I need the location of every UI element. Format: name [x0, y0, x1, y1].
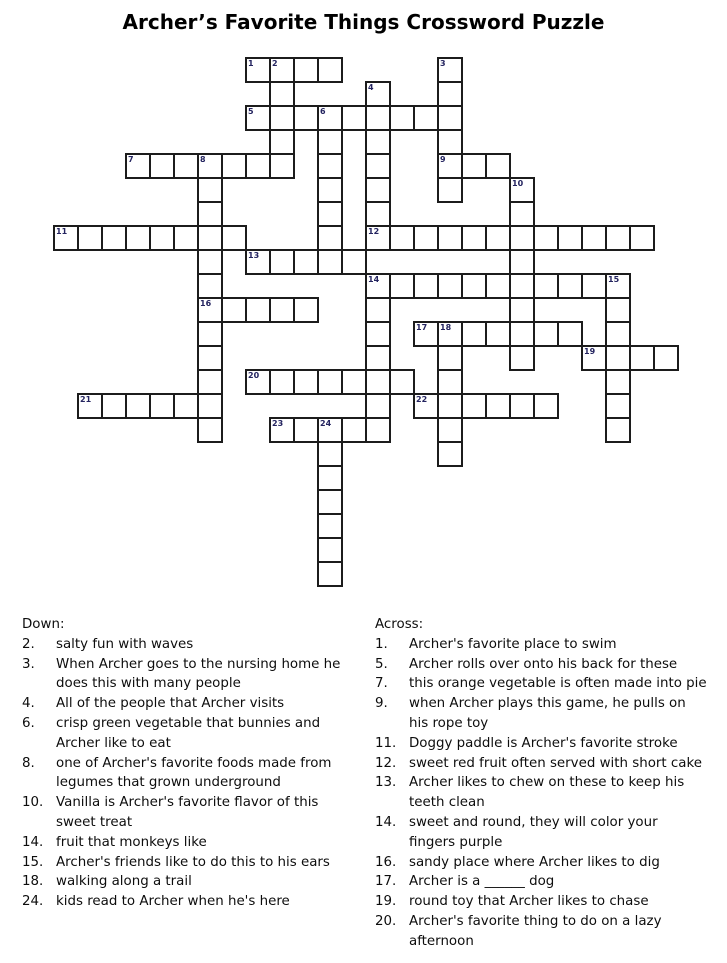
grid-cell[interactable]	[221, 297, 247, 323]
grid-cell[interactable]	[365, 105, 391, 131]
grid-cell[interactable]	[365, 129, 391, 155]
grid-cell[interactable]	[437, 369, 463, 395]
grid-cell[interactable]	[437, 81, 463, 107]
grid-cell[interactable]	[509, 321, 535, 347]
cell-number: 15	[608, 275, 620, 284]
grid-cell[interactable]	[293, 249, 319, 275]
clue-text: sandy place where Archer likes to dig	[409, 854, 660, 870]
grid-cell[interactable]	[317, 465, 343, 491]
clue-text: Archer's favorite thing to do on a lazy afternoon	[409, 913, 662, 949]
across-heading: Across:	[375, 617, 424, 632]
clue-item	[22, 853, 362, 873]
grid-cell[interactable]	[197, 225, 223, 251]
grid-cell[interactable]	[437, 225, 463, 251]
grid-cell[interactable]	[245, 297, 271, 323]
clue-text: fruit that monkeys like	[56, 834, 207, 850]
clue-item	[22, 635, 362, 655]
clue-item	[375, 694, 725, 734]
grid-cell[interactable]	[365, 201, 391, 227]
cell-number: 6	[320, 107, 326, 116]
grid-cell[interactable]	[341, 369, 367, 395]
grid-cell[interactable]	[149, 153, 175, 179]
grid-cell[interactable]	[317, 153, 343, 179]
clue-text: when Archer plays this game, he pulls on his rope toy	[409, 696, 686, 731]
grid-cell[interactable]	[341, 105, 367, 131]
clue-number: 3.	[22, 656, 35, 672]
clue-item	[375, 813, 725, 853]
clue-number: 8.	[22, 755, 35, 771]
grid-cell[interactable]	[365, 417, 391, 443]
grid-cell[interactable]	[557, 321, 583, 347]
clue-item	[375, 734, 725, 754]
grid-cell[interactable]	[461, 321, 487, 347]
cell-number: 17	[416, 323, 428, 332]
grid-cell[interactable]	[317, 441, 343, 467]
grid-cell[interactable]	[269, 297, 295, 323]
clue-text: crisp green vegetable that bunnies and Archer like to eat	[56, 715, 321, 751]
grid-cell[interactable]	[533, 321, 559, 347]
clue-number: 20.	[375, 913, 397, 929]
clue-text: this orange vegetable is often made into pie	[409, 676, 707, 692]
cell-number: 10	[512, 179, 524, 188]
cell-number: 9	[440, 155, 446, 164]
grid-cell[interactable]	[293, 417, 319, 443]
cell-number: 22	[416, 395, 428, 404]
grid-cell[interactable]	[509, 297, 535, 323]
grid-cell[interactable]	[77, 225, 103, 251]
grid-cell[interactable]	[389, 369, 415, 395]
clue-text: All of the people that Archer visits	[56, 696, 285, 712]
grid-cell[interactable]	[149, 225, 175, 251]
grid-cell[interactable]	[461, 153, 487, 179]
grid-cell[interactable]	[101, 225, 127, 251]
clue-text: Archer likes to chew on these to keep his teeth clean	[409, 775, 685, 811]
clue-number: 24.	[22, 894, 44, 910]
clue-item	[22, 714, 362, 754]
grid-cell[interactable]	[341, 249, 367, 275]
clue-text: sweet red fruit often served with short cake	[409, 755, 703, 771]
grid-cell[interactable]	[269, 81, 295, 107]
clue-number: 19.	[375, 894, 397, 910]
cell-number: 2	[272, 59, 278, 68]
grid-cell[interactable]	[485, 273, 511, 299]
grid-cell[interactable]	[485, 321, 511, 347]
clue-item	[375, 655, 725, 675]
clue-number: 5.	[375, 656, 388, 672]
grid-cell[interactable]	[461, 393, 487, 419]
clue-item	[375, 892, 725, 912]
cell-number: 14	[368, 275, 380, 284]
grid-cell[interactable]	[437, 417, 463, 443]
clue-item	[375, 674, 725, 694]
clue-number: 18.	[22, 874, 44, 890]
grid-cell[interactable]	[389, 105, 415, 131]
grid-cell[interactable]	[197, 321, 223, 347]
grid-cell[interactable]	[221, 153, 247, 179]
grid-cell[interactable]	[533, 225, 559, 251]
cell-number: 7	[128, 155, 134, 164]
cell-number: 19	[584, 347, 596, 356]
clue-item	[22, 833, 362, 853]
grid-cell[interactable]	[629, 225, 655, 251]
clue-number: 6.	[22, 715, 35, 731]
clue-item	[375, 853, 725, 873]
cell-number: 12	[368, 227, 380, 236]
clue-text: kids read to Archer when he's here	[56, 894, 290, 910]
clue-item	[375, 872, 725, 892]
clue-text: Archer's friends like to do this to his ears	[56, 854, 330, 870]
grid-cell[interactable]	[365, 321, 391, 347]
clue-number: 14.	[22, 834, 44, 850]
cell-number: 20	[248, 371, 260, 380]
clue-item	[22, 872, 362, 892]
grid-cell[interactable]	[317, 129, 343, 155]
grid-cell[interactable]	[365, 153, 391, 179]
clue-item	[375, 754, 725, 774]
grid-cell[interactable]	[629, 345, 655, 371]
grid-cell[interactable]	[437, 393, 463, 419]
clue-number: 11.	[375, 735, 397, 751]
grid-cell[interactable]	[149, 393, 175, 419]
cell-number: 23	[272, 419, 284, 428]
clue-text: walking along a trail	[56, 874, 192, 890]
grid-cell[interactable]	[317, 201, 343, 227]
grid-cell[interactable]	[269, 105, 295, 131]
grid-cell[interactable]	[197, 393, 223, 419]
grid-cell[interactable]	[509, 273, 535, 299]
grid-cell[interactable]	[389, 273, 415, 299]
cell-number: 24	[320, 419, 332, 428]
grid-cell[interactable]	[293, 297, 319, 323]
grid-cell[interactable]	[317, 57, 343, 83]
grid-cell[interactable]	[125, 225, 151, 251]
grid-cell[interactable]	[605, 321, 631, 347]
grid-cell[interactable]	[509, 393, 535, 419]
grid-cell[interactable]	[293, 57, 319, 83]
grid-cell[interactable]	[437, 441, 463, 467]
grid-cell[interactable]	[341, 417, 367, 443]
clue-text: Archer is a ______ dog	[409, 874, 555, 890]
clue-text: sweet and round, they will color your fingers purple	[409, 814, 658, 850]
clue-number: 2.	[22, 636, 35, 652]
grid-cell[interactable]	[173, 225, 199, 251]
clue-number: 10.	[22, 795, 44, 811]
clue-item	[22, 793, 362, 833]
clue-item	[22, 754, 362, 794]
clue-number: 1.	[375, 636, 388, 652]
cell-number: 3	[440, 59, 446, 68]
clue-number: 13.	[375, 775, 397, 791]
grid-cell[interactable]	[437, 105, 463, 131]
clue-number: 9.	[375, 696, 388, 712]
clue-number: 17.	[375, 874, 397, 890]
grid-cell[interactable]	[461, 273, 487, 299]
grid-cell[interactable]	[317, 561, 343, 587]
clue-number: 16.	[375, 854, 397, 870]
grid-cell[interactable]	[269, 249, 295, 275]
grid-cell[interactable]	[605, 369, 631, 395]
across-clues-section	[375, 615, 725, 952]
grid-cell[interactable]	[365, 393, 391, 419]
grid-cell[interactable]	[197, 273, 223, 299]
grid-cell[interactable]	[197, 345, 223, 371]
cell-number: 4	[368, 83, 374, 92]
grid-cell[interactable]	[437, 129, 463, 155]
page-title: Archer’s Favorite Things Crossword Puzzle	[122, 10, 605, 34]
grid-cell[interactable]	[293, 105, 319, 131]
clue-text: one of Archer's favorite foods made from legumes that grown underground	[56, 755, 332, 791]
grid-cell[interactable]	[533, 273, 559, 299]
grid-cell[interactable]	[509, 345, 535, 371]
grid-cell[interactable]	[413, 273, 439, 299]
grid-cell[interactable]	[485, 153, 511, 179]
clue-text: Archer's favorite place to swim	[409, 636, 617, 652]
grid-cell[interactable]	[173, 393, 199, 419]
cell-number: 13	[248, 251, 260, 260]
grid-cell[interactable]	[173, 153, 199, 179]
grid-cell[interactable]	[197, 201, 223, 227]
grid-cell[interactable]	[197, 369, 223, 395]
clue-item	[22, 892, 362, 912]
clue-item	[22, 655, 362, 695]
grid-cell[interactable]	[197, 417, 223, 443]
grid-cell[interactable]	[269, 369, 295, 395]
grid-cell[interactable]	[413, 105, 439, 131]
grid-cell[interactable]	[317, 177, 343, 203]
grid-cell[interactable]	[557, 273, 583, 299]
cell-number: 8	[200, 155, 206, 164]
grid-cell[interactable]	[101, 393, 127, 419]
grid-cell[interactable]	[605, 345, 631, 371]
clue-item	[375, 635, 725, 655]
clue-text: round toy that Archer likes to chase	[409, 894, 649, 910]
cell-number: 16	[200, 299, 212, 308]
clue-item	[22, 694, 362, 714]
grid-cell[interactable]	[509, 201, 535, 227]
grid-cell[interactable]	[197, 249, 223, 275]
grid-cell[interactable]	[437, 273, 463, 299]
grid-cell[interactable]	[485, 225, 511, 251]
clue-text: When Archer goes to the nursing home he does this with many people	[56, 656, 341, 692]
grid-cell[interactable]	[317, 369, 343, 395]
cell-number: 1	[248, 59, 254, 68]
grid-cell[interactable]	[269, 153, 295, 179]
clue-number: 14.	[375, 814, 397, 830]
grid-cell[interactable]	[557, 225, 583, 251]
grid-cell[interactable]	[197, 177, 223, 203]
clue-text: Doggy paddle is Archer's favorite stroke	[409, 735, 678, 751]
grid-cell[interactable]	[605, 393, 631, 419]
grid-cell[interactable]	[413, 225, 439, 251]
down-clues-section	[22, 615, 362, 912]
grid-cell[interactable]	[317, 489, 343, 515]
grid-cell[interactable]	[317, 249, 343, 275]
grid-cell[interactable]	[581, 225, 607, 251]
clue-text: Archer rolls over onto his back for these	[409, 656, 678, 672]
grid-cell[interactable]	[509, 225, 535, 251]
clue-number: 7.	[375, 676, 388, 692]
grid-cell[interactable]	[365, 345, 391, 371]
clue-number: 4.	[22, 696, 35, 712]
cell-number: 5	[248, 107, 254, 116]
grid-cell[interactable]	[485, 393, 511, 419]
grid-cell[interactable]	[245, 153, 271, 179]
grid-cell[interactable]	[653, 345, 679, 371]
grid-cell[interactable]	[605, 225, 631, 251]
down-heading: Down:	[22, 617, 65, 632]
grid-cell[interactable]	[269, 129, 295, 155]
grid-cell[interactable]	[365, 297, 391, 323]
grid-cell[interactable]	[221, 225, 247, 251]
clue-text: salty fun with waves	[56, 636, 194, 652]
cell-number: 21	[80, 395, 92, 404]
grid-cell[interactable]	[317, 513, 343, 539]
grid-cell[interactable]	[365, 177, 391, 203]
clue-item	[375, 773, 725, 813]
grid-cell[interactable]	[365, 369, 391, 395]
cell-number: 11	[56, 227, 68, 236]
grid-cell[interactable]	[581, 273, 607, 299]
grid-cell[interactable]	[293, 369, 319, 395]
grid-cell[interactable]	[317, 225, 343, 251]
cell-number: 18	[440, 323, 452, 332]
grid-cell[interactable]	[461, 225, 487, 251]
grid-cell[interactable]	[317, 537, 343, 563]
clue-number: 12.	[375, 755, 397, 771]
clue-number: 15.	[22, 854, 44, 870]
grid-cell[interactable]	[437, 345, 463, 371]
grid-cell[interactable]	[509, 249, 535, 275]
grid-cell[interactable]	[389, 225, 415, 251]
clue-text: Vanilla is Archer's favorite flavor of this sweet treat	[56, 795, 319, 830]
grid-cell[interactable]	[533, 393, 559, 419]
grid-cell[interactable]	[605, 297, 631, 323]
grid-cell[interactable]	[437, 177, 463, 203]
clue-item	[375, 912, 725, 952]
grid-cell[interactable]	[125, 393, 151, 419]
grid-cell[interactable]	[605, 417, 631, 443]
